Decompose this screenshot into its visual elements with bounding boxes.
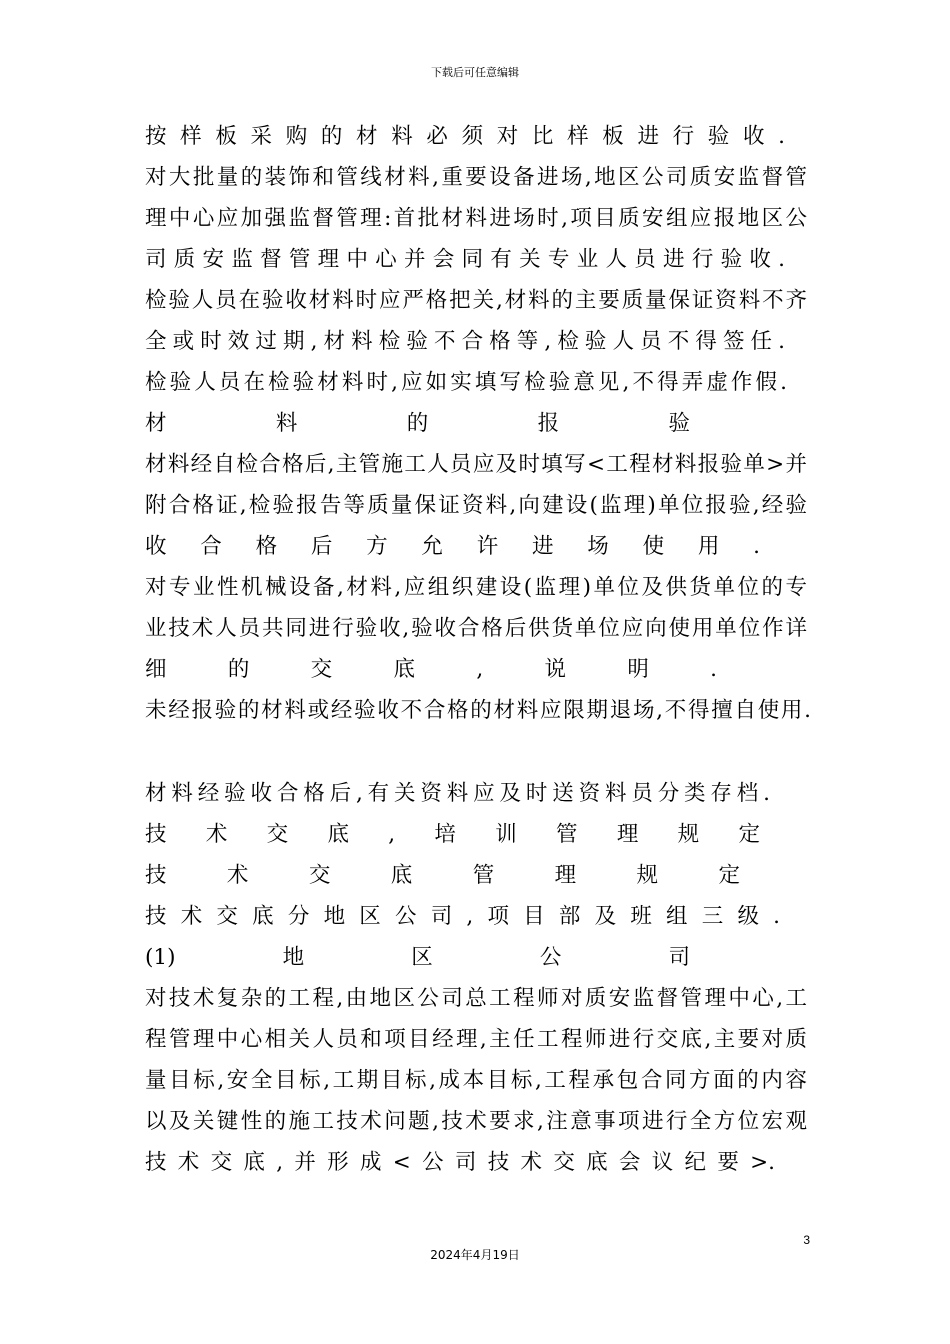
page-header: 下载后可任意编辑 (431, 66, 519, 79)
section-heading: 技术交底,培训管理规定 (145, 822, 760, 847)
text-line: 对专业性机械设备,材料,应组织建设(监理)单位及供货单位的专 (145, 575, 807, 600)
page-footer-date: 2024年4月19日 (430, 1248, 520, 1262)
text-line: 司质安监督管理中心并会同有关专业人员进行验收. (145, 247, 785, 272)
text-line: 未经报验的材料或经验收不合格的材料应限期退场,不得擅自使用. (145, 698, 811, 723)
text-line: 附合格证,检验报告等质量保证资料,向建设(监理)单位报验,经验 (145, 493, 807, 518)
text-line: 收合格后方允许进场使用. (145, 534, 760, 559)
text-line: 业技术人员共同进行验收,验收合格后供货单位应向使用单位作详 (145, 616, 807, 641)
text-line: 检验人员在检验材料时,应如实填写检验意见,不得弄虚作假. (145, 370, 787, 395)
text-line: 材料经验收合格后,有关资料应及时送资料员分类存档. (145, 781, 770, 806)
text-line: 检验人员在验收材料时应严格把关,材料的主要质量保证资料不齐 (145, 288, 807, 313)
text-line: 材料经自检合格后,主管施工人员应及时填写<工程材料报验单>并 (145, 452, 807, 477)
page-number: 3 (803, 1233, 810, 1247)
section-heading: 材料的报验 (145, 411, 690, 436)
text-line: 理中心应加强监督管理:首批材料进场时,项目质安组应报地区公 (145, 206, 807, 231)
text-line: 对大批量的装饰和管线材料,重要设备进场,地区公司质安监督管 (145, 165, 807, 190)
text-line: 对技术复杂的工程,由地区公司总工程师对质安监督管理中心,工 (145, 986, 807, 1011)
section-heading: (1)地区公司 (145, 945, 690, 970)
text-line: 量目标,安全目标,工期目标,成本目标,工程承包合同方面的内容 (145, 1068, 807, 1093)
text-line: 技术交底,并形成<公司技术交底会议纪要>. (145, 1150, 775, 1175)
section-heading: 技术交底管理规定 (145, 863, 740, 888)
text-line: 技术交底分地区公司,项目部及班组三级. (145, 904, 780, 929)
text-line: 细的交底,说明. (145, 657, 717, 682)
text-line: 按样板采购的材料必须对比样板进行验收. (145, 124, 785, 149)
text-line: 程管理中心相关人员和项目经理,主任工程师进行交底,主要对质 (145, 1027, 807, 1052)
text-line: 全或时效过期,材料检验不合格等,检验人员不得签任. (145, 329, 785, 354)
text-line: 以及关键性的施工技术问题,技术要求,注意事项进行全方位宏观 (145, 1109, 807, 1134)
